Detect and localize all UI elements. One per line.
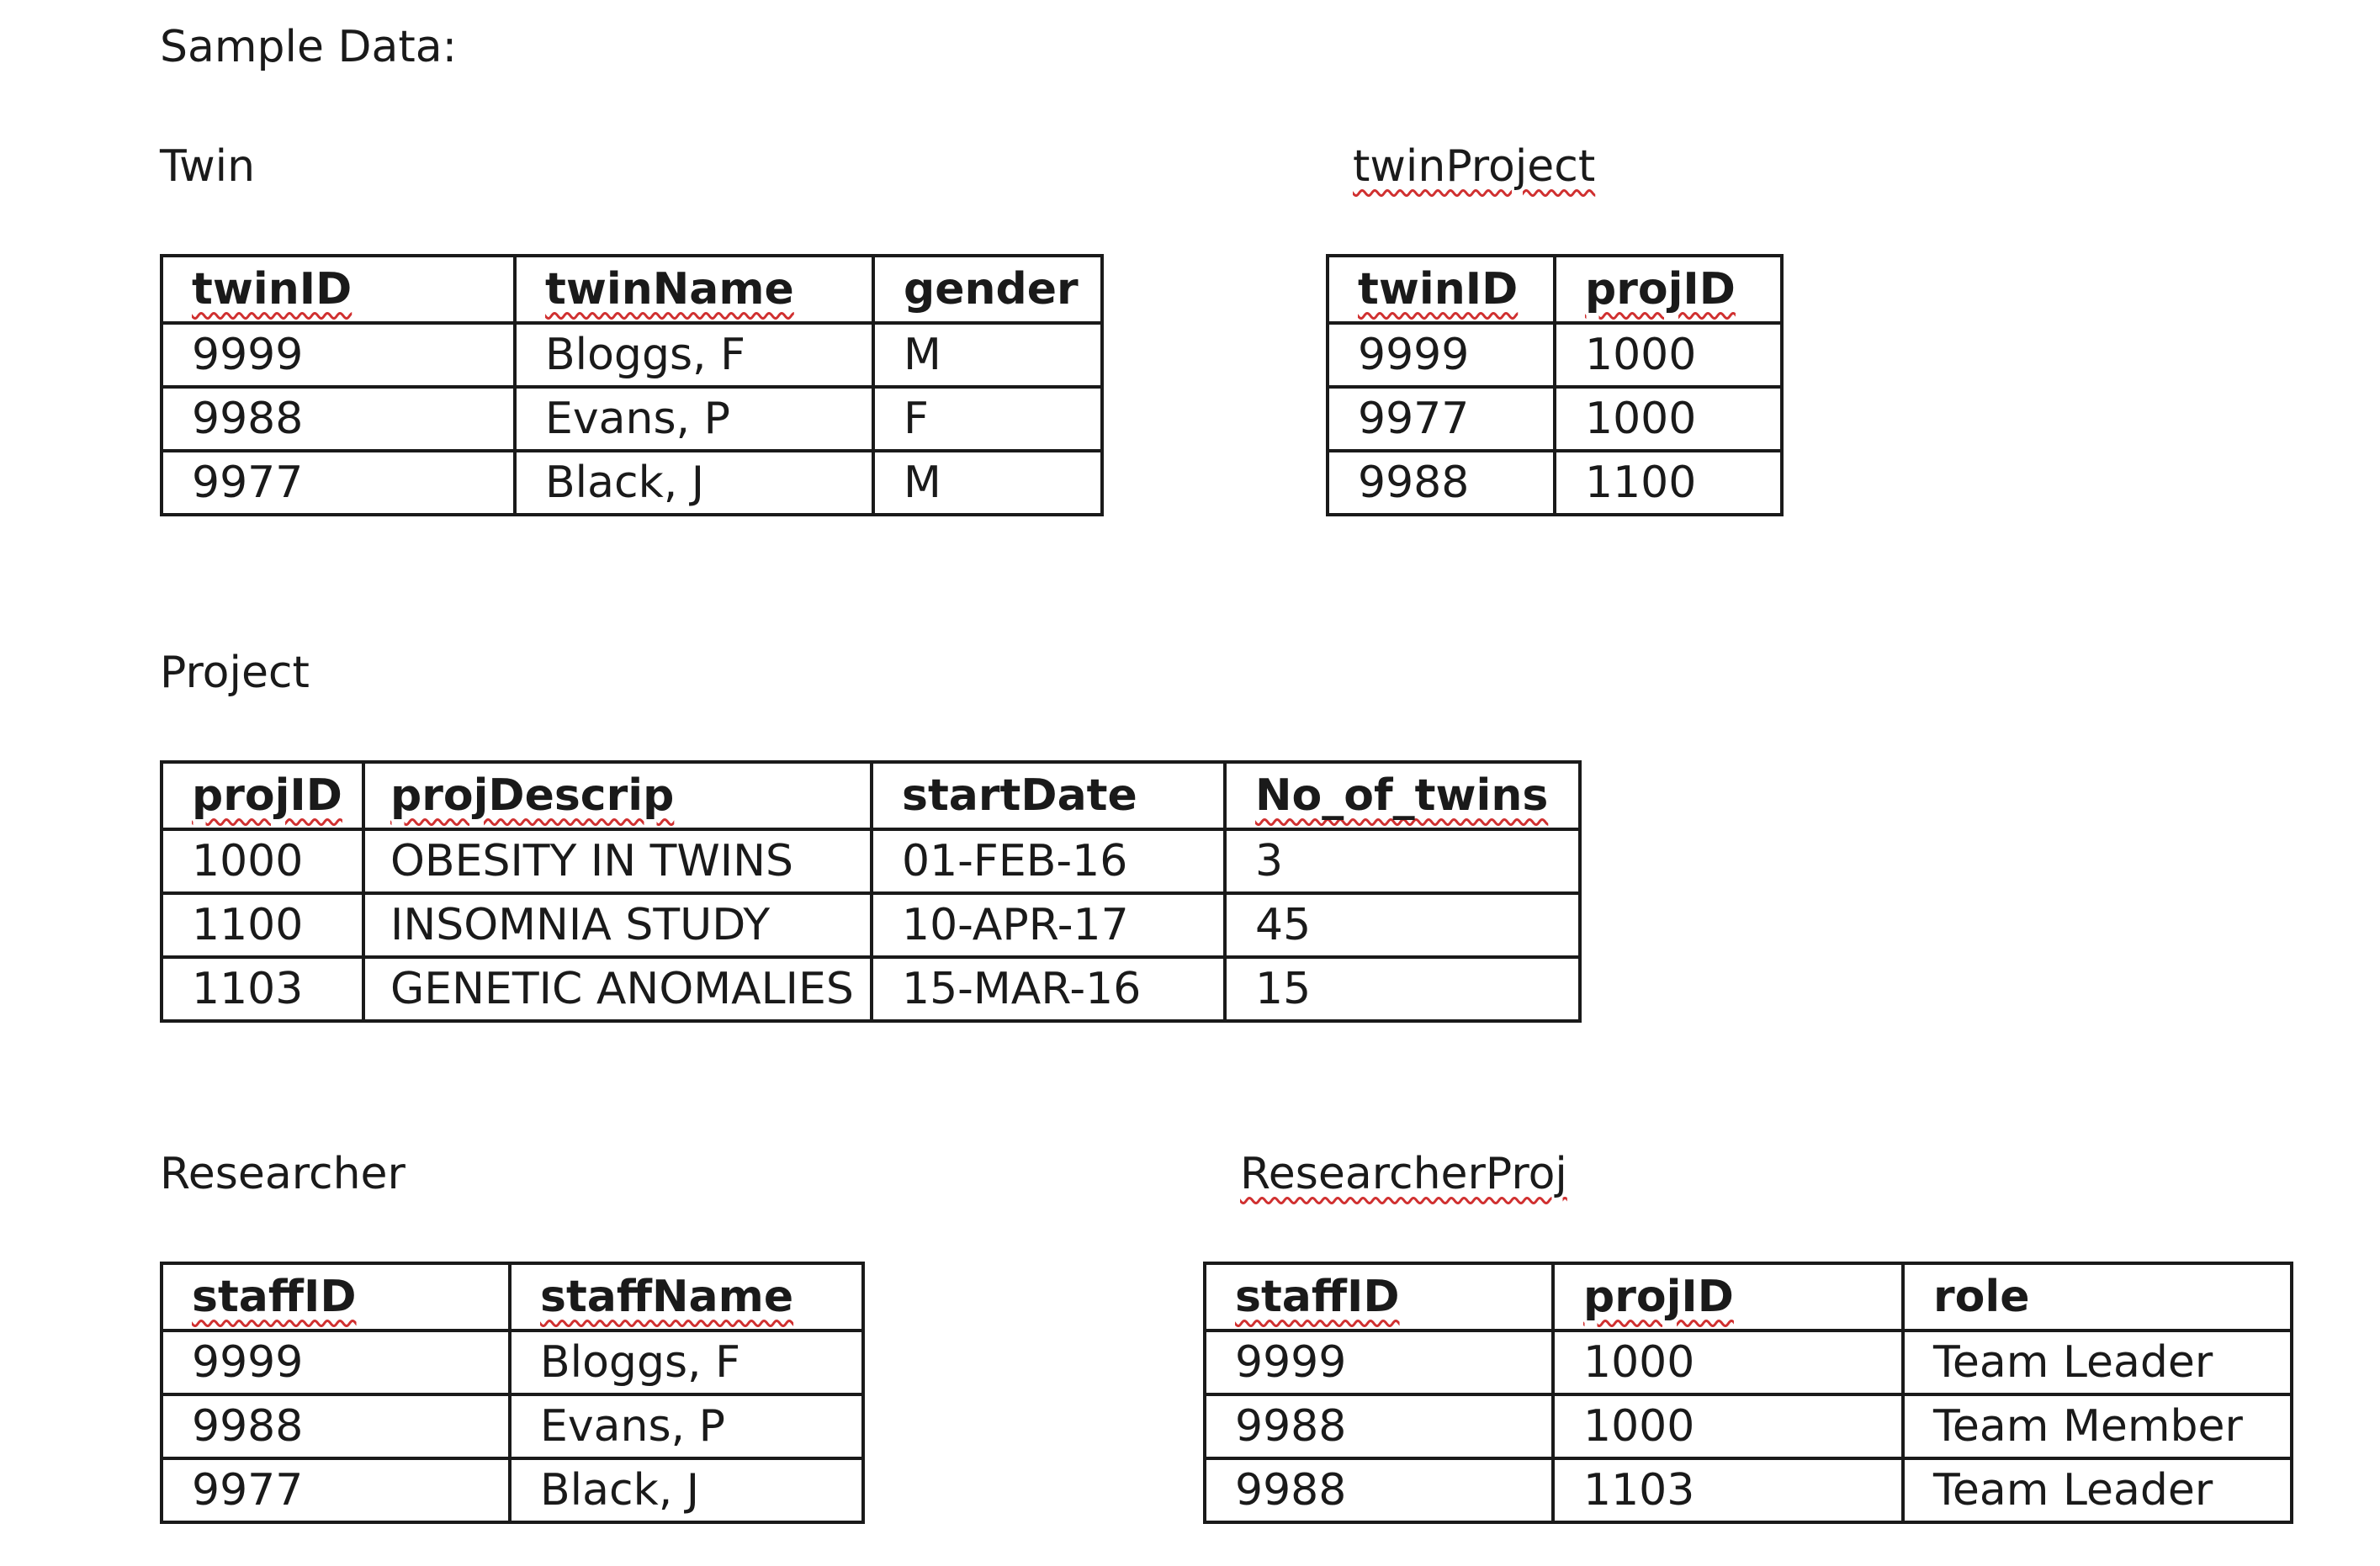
table-header-row (162, 256, 1102, 323)
table-row (1205, 1394, 2292, 1458)
table-row (162, 1331, 863, 1394)
table-cell: 1000 (1553, 1331, 1903, 1394)
table-cell: 9999 (1328, 323, 1555, 387)
column-header: projDescrip (363, 762, 872, 829)
table-cell: Team Member (1903, 1394, 2292, 1458)
table-row (1328, 323, 1782, 387)
table-cell: 9988 (1328, 451, 1555, 515)
table-cell: Black, J (515, 451, 873, 515)
column-header: staffID (1205, 1263, 1553, 1331)
table-cell: 1000 (1555, 323, 1782, 387)
table-cell: F (873, 387, 1102, 451)
researcherproj-table-title: ResearcherProj (1240, 1149, 1567, 1199)
column-header: twinID (1328, 256, 1555, 323)
table-cell: Bloggs, F (515, 323, 873, 387)
column-header: staffID (162, 1263, 510, 1331)
table-row (162, 1394, 863, 1458)
twinproject-table-title: twinProject (1353, 141, 1596, 192)
table-cell: 1100 (162, 893, 363, 957)
table-cell: Bloggs, F (510, 1331, 863, 1394)
table-cell: M (873, 323, 1102, 387)
table-cell: 9977 (1328, 387, 1555, 451)
twin-table-title: Twin (160, 141, 256, 192)
table-cell: Evans, P (510, 1394, 863, 1458)
table-row (162, 387, 1102, 451)
researcher-table-title: Researcher (160, 1149, 406, 1199)
twinproject-table (1326, 254, 1784, 516)
table-header-row (1205, 1263, 2292, 1331)
table-header-row (162, 762, 1580, 829)
column-header: projID (162, 762, 363, 829)
table-row (162, 829, 1580, 893)
table-cell: 45 (1225, 893, 1580, 957)
table-header-row (1328, 256, 1782, 323)
table-cell: Team Leader (1903, 1331, 2292, 1394)
table-row (1328, 387, 1782, 451)
table-cell: 1103 (1553, 1458, 1903, 1522)
table-cell: 15 (1225, 957, 1580, 1021)
table-row (1205, 1331, 2292, 1394)
column-header: projID (1555, 256, 1782, 323)
table-cell: 9988 (1205, 1394, 1553, 1458)
table-row (162, 957, 1580, 1021)
table-cell: 1103 (162, 957, 363, 1021)
table-row (162, 893, 1580, 957)
table-cell: 9999 (162, 1331, 510, 1394)
table-cell: 9977 (162, 451, 515, 515)
table-cell: 9977 (162, 1458, 510, 1522)
column-header: projID (1553, 1263, 1903, 1331)
table-cell: 1000 (1553, 1394, 1903, 1458)
table-cell: 1000 (162, 829, 363, 893)
column-header: No_of_twins (1225, 762, 1580, 829)
table-cell: OBESITY IN TWINS (363, 829, 872, 893)
table-cell: 1000 (1555, 387, 1782, 451)
table-header-row (162, 1263, 863, 1331)
table-cell: Evans, P (515, 387, 873, 451)
column-header: twinName (515, 256, 873, 323)
table-cell: Black, J (510, 1458, 863, 1522)
table-cell: 9988 (162, 387, 515, 451)
column-header: staffName (510, 1263, 863, 1331)
table-cell: GENETIC ANOMALIES (363, 957, 872, 1021)
table-cell: 1100 (1555, 451, 1782, 515)
table-row (1328, 451, 1782, 515)
table-cell: 10-APR-17 (872, 893, 1225, 957)
table-cell: 9988 (162, 1394, 510, 1458)
table-cell: 15-MAR-16 (872, 957, 1225, 1021)
project-table (160, 760, 1582, 1023)
table-row (1205, 1458, 2292, 1522)
table-cell: INSOMNIA STUDY (363, 893, 872, 957)
table-cell: 9999 (162, 323, 515, 387)
researcher-table (160, 1262, 865, 1524)
table-cell: 01-FEB-16 (872, 829, 1225, 893)
table-cell: 3 (1225, 829, 1580, 893)
table-cell: 9988 (1205, 1458, 1553, 1522)
table-cell: 9999 (1205, 1331, 1553, 1394)
researcherproj-table (1203, 1262, 2293, 1524)
column-header: role (1903, 1263, 2292, 1331)
table-row (162, 1458, 863, 1522)
table-row (162, 451, 1102, 515)
table-cell: Team Leader (1903, 1458, 2292, 1522)
twin-table (160, 254, 1104, 516)
column-header: twinID (162, 256, 515, 323)
column-header: gender (873, 256, 1102, 323)
table-cell: M (873, 451, 1102, 515)
page-heading: Sample Data: (160, 22, 458, 72)
project-table-title: Project (160, 648, 310, 698)
column-header: startDate (872, 762, 1225, 829)
table-row (162, 323, 1102, 387)
